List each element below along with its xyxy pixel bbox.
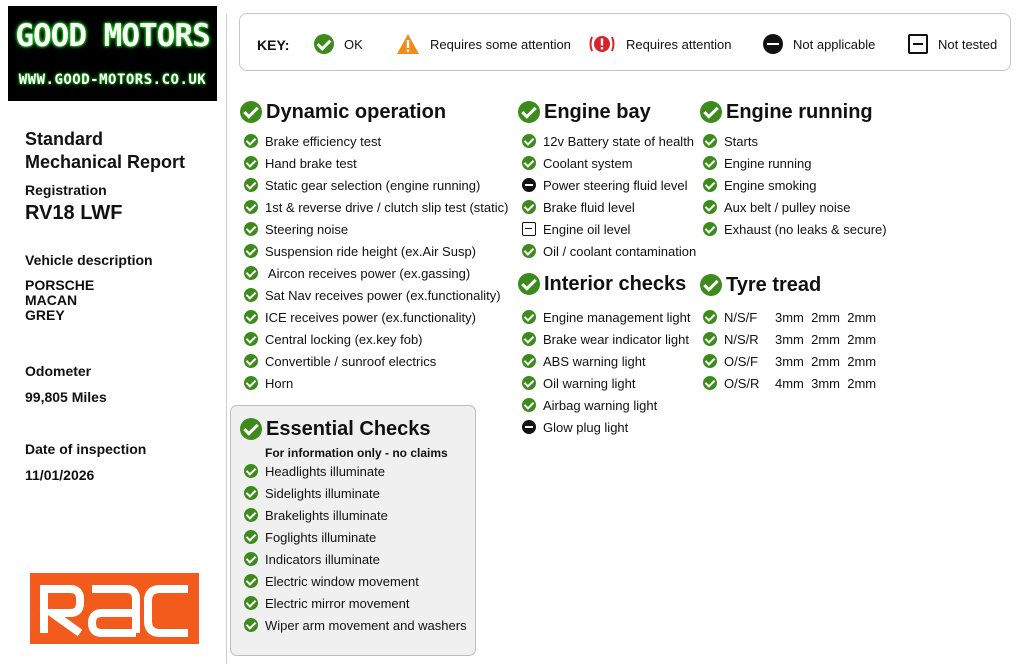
checklist-item-label: Horn — [265, 375, 294, 391]
checklist-item-label: Electric mirror movement — [265, 595, 410, 611]
checklist-item — [244, 592, 467, 614]
checklist-item — [522, 130, 696, 152]
checklist-item — [244, 152, 508, 174]
checklist-item — [703, 196, 887, 218]
checklist-item-label: Brake fluid level — [543, 199, 635, 215]
checklist-item — [244, 130, 508, 152]
checklist-item — [244, 240, 508, 262]
checklist-item-label: Engine oil level — [543, 221, 631, 237]
ok-icon — [244, 178, 258, 192]
logo-name: GOOD MOTORS — [15, 18, 210, 54]
key-item-label: Requires some attention — [430, 36, 571, 52]
checklist-item — [244, 262, 508, 284]
tyre-row-nsf — [703, 306, 876, 328]
checklist-item — [522, 218, 696, 240]
checklist-item-label: Static gear selection (engine running) — [265, 177, 481, 193]
checklist-item-label: Wiper arm movement and washers — [265, 617, 467, 633]
checklist-item-label: Hand brake test — [265, 155, 357, 171]
checklist-item-label: ICE receives power (ex.functionality) — [265, 309, 476, 325]
tyre-position: N/S/R — [724, 331, 759, 347]
ok-icon — [518, 273, 540, 295]
ok-icon — [314, 34, 334, 54]
checklist-item — [244, 526, 467, 548]
ok-icon — [244, 266, 258, 280]
ok-icon — [522, 134, 536, 148]
checklist-item — [244, 614, 467, 636]
checklist-item-label: Oil warning light — [543, 375, 636, 391]
checklist-item-label: Indicators illuminate — [265, 551, 380, 567]
section-title-text: Dynamic operation — [266, 100, 447, 123]
inspection-date-value: 11/01/2026 — [25, 467, 95, 483]
key-item-label: Not applicable — [793, 36, 876, 52]
tyre-row-osf — [703, 350, 876, 372]
ok-icon — [703, 200, 717, 214]
checklist-item-label: Engine management light — [543, 309, 691, 325]
key-item-label: Requires attention — [626, 36, 732, 52]
checklist-dynamic-operation — [244, 130, 508, 394]
key-item-not-applicable — [763, 32, 875, 56]
ok-icon — [244, 574, 258, 588]
section-title-text: Engine running — [726, 100, 873, 123]
checklist-item-label: Sat Nav receives power (ex.functionality) — [265, 287, 501, 303]
tyre-position: O/S/R — [724, 375, 760, 391]
checklist-item — [244, 284, 508, 306]
ok-icon — [703, 222, 717, 236]
ok-icon — [522, 376, 536, 390]
not-applicable-icon — [763, 34, 783, 54]
checklist-item — [522, 240, 696, 262]
odometer-value: 99,805 Miles — [25, 389, 107, 405]
ok-icon — [244, 486, 258, 500]
checklist-item — [703, 130, 887, 152]
ok-icon — [244, 222, 258, 236]
checklist-item — [244, 482, 467, 504]
good-motors-logo — [8, 6, 217, 101]
checklist-engine-running — [703, 130, 887, 240]
ok-icon — [240, 101, 262, 123]
ok-icon — [244, 464, 258, 478]
ok-icon — [522, 200, 536, 214]
ok-icon — [240, 418, 262, 440]
ok-icon — [703, 376, 717, 390]
ok-icon — [700, 274, 722, 296]
checklist-item-label: Aux belt / pulley noise — [724, 199, 851, 215]
tyre-tread-table — [703, 306, 876, 394]
section-title-tyre-tread — [700, 273, 821, 297]
not-applicable-icon — [522, 178, 536, 192]
ok-icon — [244, 156, 258, 170]
registration-value: RV18 LWF — [25, 202, 123, 224]
checklist-item — [522, 328, 690, 350]
ok-icon — [244, 354, 258, 368]
section-title-text: Essential Checks — [266, 417, 431, 440]
alert-icon — [588, 33, 616, 55]
checklist-item-label: Engine smoking — [724, 177, 817, 193]
checklist-item — [244, 328, 508, 350]
checklist-item-label: Steering noise — [265, 221, 349, 237]
tyre-position: O/S/F — [724, 353, 758, 369]
key-item-requires-some-attention — [396, 32, 571, 56]
ok-icon — [522, 156, 536, 170]
section-title-interior-checks — [518, 272, 686, 296]
checklist-item-label: Engine running — [724, 155, 812, 171]
checklist-item-label: Aircon receives power (ex.gassing) — [265, 265, 471, 281]
ok-icon — [244, 310, 258, 324]
not-tested-icon — [522, 222, 536, 236]
registration-label: Registration — [25, 182, 107, 198]
ok-icon — [244, 530, 258, 544]
ok-icon — [244, 200, 258, 214]
checklist-item-label: Brakelights illuminate — [265, 507, 388, 523]
checklist-item-label: Power steering fluid level — [543, 177, 688, 193]
checklist-item — [244, 306, 508, 328]
checklist-item-label: Convertible / sunroof electrics — [265, 353, 437, 369]
ok-icon — [700, 101, 722, 123]
ok-icon — [244, 134, 258, 148]
section-title-dynamic-operation — [240, 100, 446, 124]
checklist-item-label: Suspension ride height (ex.Air Susp) — [265, 243, 477, 259]
checklist-item — [522, 174, 696, 196]
vehicle-description-value: PORSCHE MACAN GREY — [25, 277, 95, 323]
checklist-item-label: 12v Battery state of health — [543, 133, 695, 149]
checklist-item — [244, 372, 508, 394]
checklist-item — [522, 306, 690, 328]
essential-checks-subtitle: For information only - no claims — [265, 446, 448, 460]
key-item-not-tested — [908, 32, 997, 56]
checklist-item — [244, 548, 467, 570]
ok-icon — [703, 178, 717, 192]
checklist-item — [522, 152, 696, 174]
checklist-item — [244, 174, 508, 196]
checklist-item — [522, 394, 690, 416]
key-item-label: OK — [344, 36, 363, 52]
ok-icon — [244, 244, 258, 258]
section-title-text: Interior checks — [544, 272, 687, 295]
ok-icon — [244, 596, 258, 610]
checklist-item — [244, 570, 467, 592]
checklist-item — [244, 460, 467, 482]
checklist-item-label: Brake wear indicator light — [543, 331, 689, 347]
checklist-item-label: ABS warning light — [543, 353, 646, 369]
tyre-depths: 3mm 2mm 2mm — [775, 353, 877, 369]
ok-icon — [244, 376, 258, 390]
section-title-text: Tyre tread — [726, 273, 822, 296]
report-title: Standard Mechanical Report — [25, 129, 186, 172]
checklist-item-label: 1st & reverse drive / clutch slip test (static) — [265, 199, 509, 215]
checklist-item-label: Exhaust (no leaks & secure) — [724, 221, 887, 237]
vehicle-description-label: Vehicle description — [25, 252, 153, 268]
checklist-item-label: Airbag warning light — [543, 397, 658, 413]
checklist-item — [703, 152, 887, 174]
ok-icon — [518, 101, 540, 123]
checklist-item-label: Oil / coolant contamination — [543, 243, 697, 259]
checklist-item — [522, 372, 690, 394]
checklist-item — [244, 218, 508, 240]
inspection-date-label: Date of inspection — [25, 441, 147, 457]
warning-triangle-icon — [396, 33, 420, 55]
checklist-item-label: Sidelights illuminate — [265, 485, 380, 501]
section-title-engine-running — [700, 100, 873, 124]
checklist-item — [703, 218, 887, 240]
section-title-engine-bay — [518, 100, 651, 124]
checklist-item — [244, 196, 508, 218]
ok-icon — [703, 332, 717, 346]
checklist-engine-bay — [522, 130, 696, 262]
checklist-item — [522, 350, 690, 372]
checklist-item-label: Starts — [724, 133, 758, 149]
checklist-item — [244, 504, 467, 526]
tyre-row-osr — [703, 372, 876, 394]
checklist-item-label: Headlights illuminate — [265, 463, 385, 479]
not-applicable-icon — [522, 420, 536, 434]
section-title-text: Engine bay — [544, 100, 651, 123]
key-item-label: Not tested — [938, 36, 998, 52]
not-tested-icon — [908, 34, 928, 54]
ok-icon — [703, 354, 717, 368]
checklist-item — [703, 174, 887, 196]
checklist-item-label: Electric window movement — [265, 573, 419, 589]
tyre-depths: 3mm 2mm 2mm — [775, 309, 877, 325]
checklist-item — [522, 196, 696, 218]
checklist-item-label: Foglights illuminate — [265, 529, 377, 545]
ok-icon — [244, 508, 258, 522]
tyre-position: N/S/F — [724, 309, 758, 325]
ok-icon — [522, 398, 536, 412]
key-title: KEY: — [257, 37, 290, 53]
rac-logo — [30, 573, 199, 644]
checklist-interior-checks — [522, 306, 690, 438]
section-title-essential-checks — [240, 417, 431, 441]
odometer-label: Odometer — [25, 363, 92, 379]
key-item-ok — [314, 32, 363, 56]
tyre-row-nsr — [703, 328, 876, 350]
ok-icon — [522, 354, 536, 368]
ok-icon — [522, 310, 536, 324]
ok-icon — [244, 288, 258, 302]
ok-icon — [522, 244, 536, 258]
ok-icon — [244, 552, 258, 566]
tyre-depths: 3mm 2mm 2mm — [775, 331, 877, 347]
tyre-depths: 4mm 3mm 2mm — [775, 375, 877, 391]
checklist-item — [244, 350, 508, 372]
ok-icon — [244, 332, 258, 346]
ok-icon — [244, 618, 258, 632]
ok-icon — [522, 332, 536, 346]
checklist-essential-checks — [244, 460, 467, 636]
checklist-item-label: Coolant system — [543, 155, 633, 171]
logo-url: WWW.GOOD-MOTORS.CO.UK — [18, 72, 207, 88]
ok-icon — [703, 156, 717, 170]
checklist-item — [522, 416, 690, 438]
column-divider — [226, 14, 227, 664]
essential-checks-panel — [230, 405, 476, 656]
checklist-item-label: Central locking (ex.key fob) — [265, 331, 423, 347]
checklist-item-label: Glow plug light — [543, 419, 629, 435]
key-item-requires-attention — [588, 32, 732, 56]
checklist-item-label: Brake efficiency test — [265, 133, 382, 149]
ok-icon — [703, 310, 717, 324]
key-legend — [239, 13, 1011, 71]
ok-icon — [703, 134, 717, 148]
